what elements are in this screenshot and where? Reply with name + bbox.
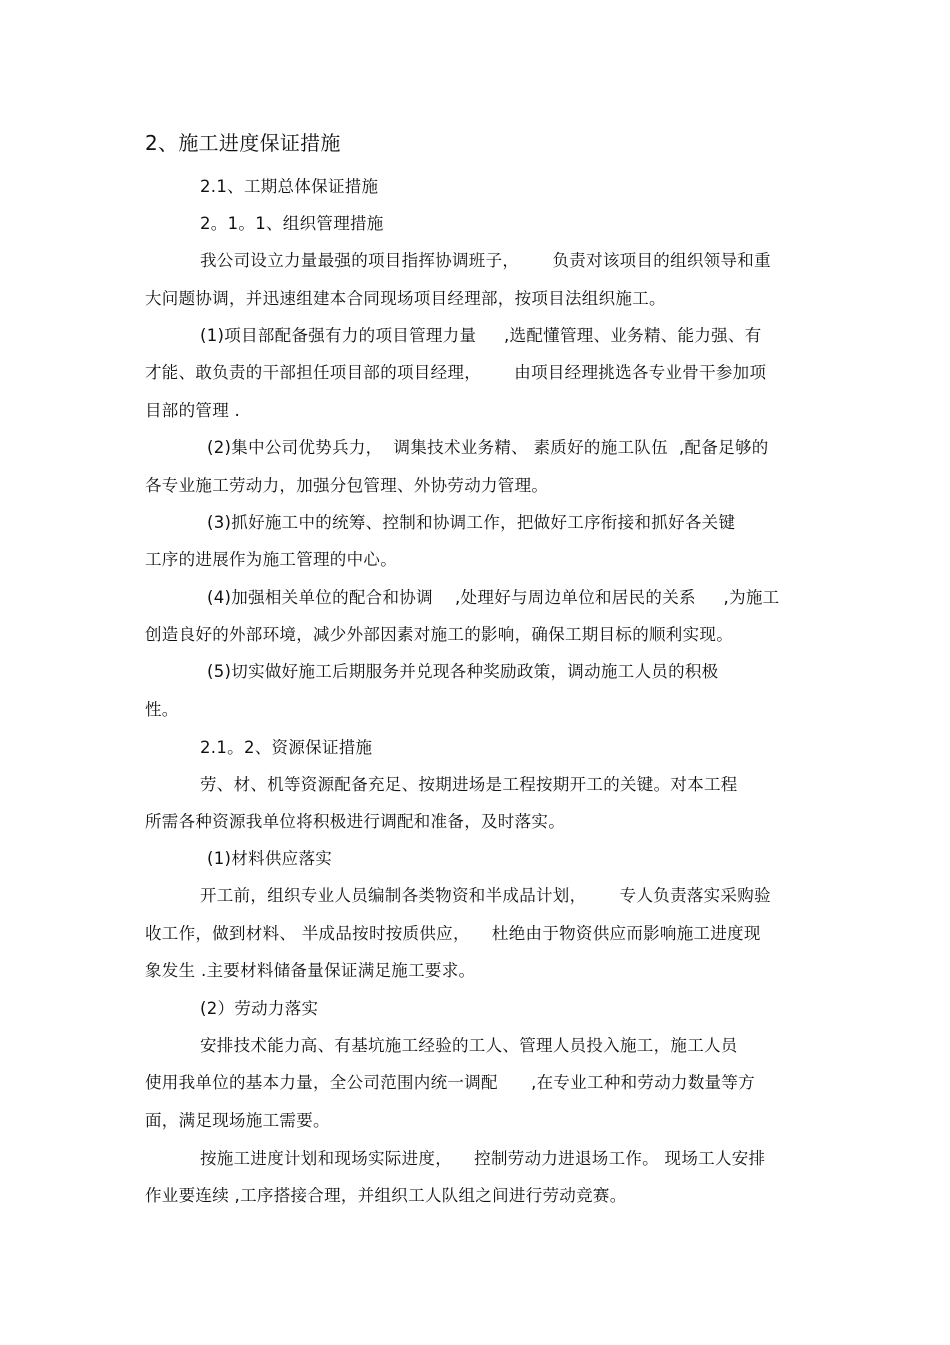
paragraph-line: 面，满足现场施工需要。: [145, 1111, 330, 1130]
item-title: (2）劳动力落实: [200, 999, 319, 1018]
paragraph-line: (1)项目部配备强有力的项目管理力量 ,选配懂管理、业务精、能力强、有: [200, 326, 762, 345]
paragraph-line: 工序的进展作为施工管理的中心。: [145, 550, 397, 569]
paragraph-line: 才能、敢负责的干部担任项目部的项目经理， 由项目经理挑选各专业骨干参加项: [145, 363, 767, 382]
subsection-title: 2.1、工期总体保证措施: [200, 177, 379, 196]
paragraph-line: (2)集中公司优势兵力， 调集技术业务精、 素质好的施工队伍 ,配备足够的: [207, 438, 769, 457]
paragraph-line: 各专业施工劳动力，加强分包管理、外协劳动力管理。: [145, 476, 549, 495]
paragraph-line: 劳、材、机等资源配备充足、按期进场是工程按期开工的关键。对本工程: [200, 775, 738, 794]
paragraph-line: 创造良好的外部环境，减少外部因素对施工的影响，确保工期目标的顺利实现。: [145, 625, 733, 644]
paragraph-line: 开工前，组织专业人员编制各类物资和半成品计划， 专人负责落实采购验: [200, 886, 771, 905]
paragraph-line: (5)切实做好施工后期服务并兑现各种奖励政策，调动施工人员的积极: [207, 662, 719, 681]
paragraph-line: 作业要连续 ,工序搭接合理，并组织工人队组之间进行劳动竞赛。: [145, 1186, 627, 1205]
paragraph-line: (3)抓好施工中的统筹、控制和协调工作，把做好工序衔接和抓好各关键: [207, 513, 736, 532]
paragraph-line: 安排技术能力高、有基坑施工经验的工人、管理人员投入施工，施工人员: [200, 1036, 738, 1055]
paragraph-line: 按施工进度计划和现场实际进度， 控制劳动力进退场工作。 现场工人安排: [200, 1149, 766, 1168]
paragraph-line: 目部的管理 .: [145, 401, 241, 420]
item-title: (1)材料供应落实: [207, 849, 333, 868]
subsubsection-title: 2。1。1、组织管理措施: [200, 214, 384, 233]
paragraph-line: 象发生 .主要材料储备量保证满足施工要求。: [145, 961, 476, 980]
paragraph-line: 使用我单位的基本力量，全公司范围内统一调配 ,在专业工种和劳动力数量等方: [145, 1073, 756, 1092]
paragraph-line: 性。: [145, 700, 179, 719]
section-heading: 2、施工进度保证措施: [145, 131, 341, 155]
paragraph-line: 收工作，做到材料、 半成品按时按质供应， 杜绝由于物资供应而影响施工进度现: [145, 924, 761, 943]
paragraph-line: 所需各种资源我单位将积极进行调配和准备，及时落实。: [145, 812, 565, 831]
paragraph-line: (4)加强相关单位的配合和协调 ,处理好与周边单位和居民的关系 ,为施工: [207, 588, 780, 607]
paragraph-line: 我公司设立力量最强的项目指挥协调班子， 负责对该项目的组织领导和重: [200, 251, 771, 270]
paragraph-line: 大问题协调，并迅速组建本合同现场项目经理部，按项目法组织施工。: [145, 289, 666, 308]
subsubsection-title: 2.1。2、资源保证措施: [200, 738, 373, 757]
